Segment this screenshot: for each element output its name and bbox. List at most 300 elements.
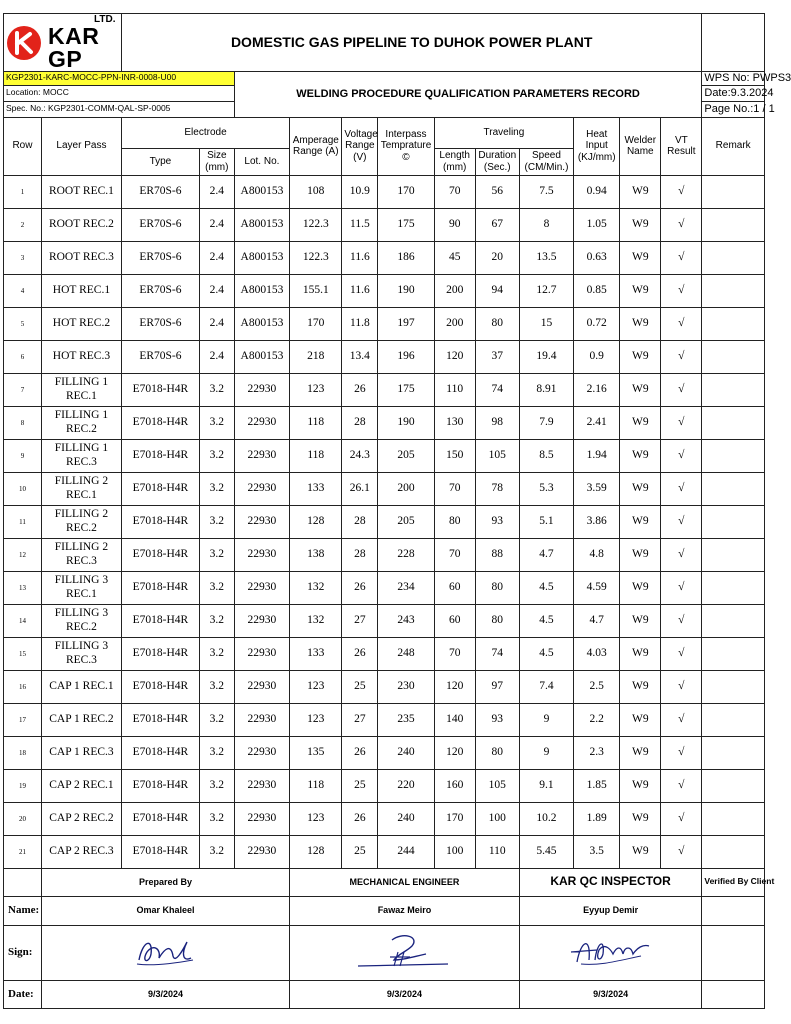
col-vt-result: VT Result — [661, 117, 702, 175]
vt-result: √ — [661, 274, 702, 307]
electrode-type: E7018-H4R — [121, 604, 199, 637]
travel-length: 150 — [434, 439, 475, 472]
voltage: 11.5 — [342, 208, 378, 241]
electrode-size: 2.4 — [199, 241, 234, 274]
row-number: 12 — [4, 538, 42, 571]
verified-date — [702, 980, 765, 1008]
welder-name: W9 — [620, 406, 661, 439]
heat-input: 1.94 — [574, 439, 620, 472]
table-row — [4, 802, 765, 835]
remark — [702, 703, 765, 736]
welder-name: W9 — [620, 604, 661, 637]
heat-input: 4.59 — [574, 571, 620, 604]
welder-name: W9 — [620, 373, 661, 406]
signature-2-cell — [290, 925, 520, 980]
lot-number: A800153 — [234, 208, 289, 241]
welder-name: W9 — [620, 505, 661, 538]
row-number: 15 — [4, 637, 42, 670]
layer-pass: FILLING 1 REC.1 — [41, 373, 121, 406]
electrode-type: ER70S-6 — [121, 208, 199, 241]
row-number: 4 — [4, 274, 42, 307]
travel-length: 140 — [434, 703, 475, 736]
voltage: 26 — [342, 373, 378, 406]
electrode-type: E7018-H4R — [121, 505, 199, 538]
electrode-size: 2.4 — [199, 175, 234, 208]
electrode-size: 3.2 — [199, 736, 234, 769]
row-number: 7 — [4, 373, 42, 406]
col-electrode: Electrode — [121, 117, 289, 148]
vt-result: √ — [661, 769, 702, 802]
vt-result: √ — [661, 736, 702, 769]
vt-result: √ — [661, 604, 702, 637]
row-number: 17 — [4, 703, 42, 736]
layer-pass: FILLING 3 REC.3 — [41, 637, 121, 670]
location: Location: MOCC — [4, 85, 235, 101]
electrode-size: 3.2 — [199, 802, 234, 835]
vt-result: √ — [661, 340, 702, 373]
travel-length: 70 — [434, 472, 475, 505]
interpass-temp: 196 — [378, 340, 434, 373]
layer-pass: FILLING 1 REC.2 — [41, 406, 121, 439]
mech-engineer-label: MECHANICAL ENGINEER — [290, 868, 520, 896]
table-row — [4, 208, 765, 241]
table-row — [4, 736, 765, 769]
layer-pass: FILLING 3 REC.1 — [41, 571, 121, 604]
welder-name: W9 — [620, 703, 661, 736]
mech-engineer-date: 9/3/2024 — [290, 980, 520, 1008]
lot-number: 22930 — [234, 439, 289, 472]
lot-number: A800153 — [234, 241, 289, 274]
travel-length: 170 — [434, 802, 475, 835]
travel-speed: 8.5 — [519, 439, 573, 472]
col-lot: Lot. No. — [234, 148, 289, 175]
welder-name: W9 — [620, 769, 661, 802]
vt-result: √ — [661, 802, 702, 835]
voltage: 28 — [342, 538, 378, 571]
travel-speed: 4.5 — [519, 604, 573, 637]
layer-pass: FILLING 1 REC.3 — [41, 439, 121, 472]
heat-input: 4.7 — [574, 604, 620, 637]
lot-number: 22930 — [234, 505, 289, 538]
table-row — [4, 769, 765, 802]
heat-input: 1.85 — [574, 769, 620, 802]
electrode-size: 3.2 — [199, 769, 234, 802]
electrode-size: 3.2 — [199, 835, 234, 868]
travel-duration: 56 — [475, 175, 519, 208]
travel-duration: 80 — [475, 307, 519, 340]
electrode-type: E7018-H4R — [121, 703, 199, 736]
travel-length: 70 — [434, 538, 475, 571]
welder-name: W9 — [620, 274, 661, 307]
remark — [702, 208, 765, 241]
row-number: 18 — [4, 736, 42, 769]
prepared-by-label: Prepared By — [41, 868, 289, 896]
travel-duration: 78 — [475, 472, 519, 505]
travel-length: 110 — [434, 373, 475, 406]
lot-number: 22930 — [234, 736, 289, 769]
wpq-record-sheet — [3, 13, 791, 1009]
amperage: 123 — [290, 703, 342, 736]
layer-pass: FILLING 3 REC.2 — [41, 604, 121, 637]
voltage: 28 — [342, 505, 378, 538]
travel-duration: 110 — [475, 835, 519, 868]
date-label: Date: — [4, 980, 42, 1008]
col-speed: Speed (CM/Min.) — [519, 148, 573, 175]
layer-pass: ROOT REC.3 — [41, 241, 121, 274]
lot-number: 22930 — [234, 538, 289, 571]
welder-name: W9 — [620, 241, 661, 274]
electrode-type: E7018-H4R — [121, 373, 199, 406]
interpass-temp: 205 — [378, 505, 434, 538]
travel-duration: 20 — [475, 241, 519, 274]
amperage: 123 — [290, 802, 342, 835]
col-row: Row — [4, 117, 42, 175]
heat-input: 3.86 — [574, 505, 620, 538]
lot-number: A800153 — [234, 175, 289, 208]
electrode-type: ER70S-6 — [121, 175, 199, 208]
travel-speed: 5.1 — [519, 505, 573, 538]
travel-speed: 15 — [519, 307, 573, 340]
travel-duration: 105 — [475, 439, 519, 472]
amperage: 218 — [290, 340, 342, 373]
voltage: 26 — [342, 637, 378, 670]
table-row — [4, 670, 765, 703]
vt-result: √ — [661, 670, 702, 703]
signature-2 — [354, 930, 454, 970]
voltage: 24.3 — [342, 439, 378, 472]
vt-result: √ — [661, 505, 702, 538]
vt-result: √ — [661, 208, 702, 241]
voltage: 26.1 — [342, 472, 378, 505]
prepared-by-name: Omar Khaleel — [41, 896, 289, 925]
company-name: KAR GP — [48, 22, 100, 72]
travel-length: 70 — [434, 637, 475, 670]
interpass-temp: 243 — [378, 604, 434, 637]
travel-speed: 8.91 — [519, 373, 573, 406]
col-traveling: Traveling — [434, 117, 573, 148]
travel-length: 120 — [434, 340, 475, 373]
col-size: Size (mm) — [199, 148, 234, 175]
lot-number: 22930 — [234, 835, 289, 868]
heat-input: 1.89 — [574, 802, 620, 835]
electrode-type: E7018-H4R — [121, 472, 199, 505]
wps-number: WPS No: PWPS3 — [702, 72, 765, 86]
layer-pass: HOT REC.1 — [41, 274, 121, 307]
row-number: 14 — [4, 604, 42, 637]
vt-result: √ — [661, 439, 702, 472]
layer-pass: HOT REC.3 — [41, 340, 121, 373]
col-duration: Duration (Sec.) — [475, 148, 519, 175]
remark — [702, 406, 765, 439]
heat-input: 4.03 — [574, 637, 620, 670]
interpass-temp: 240 — [378, 802, 434, 835]
travel-speed: 10.2 — [519, 802, 573, 835]
heat-input: 2.16 — [574, 373, 620, 406]
interpass-temp: 248 — [378, 637, 434, 670]
electrode-type: ER70S-6 — [121, 241, 199, 274]
travel-length: 200 — [434, 274, 475, 307]
travel-speed: 4.5 — [519, 637, 573, 670]
table-row — [4, 637, 765, 670]
welder-name: W9 — [620, 307, 661, 340]
heat-input: 0.72 — [574, 307, 620, 340]
remark — [702, 472, 765, 505]
lot-number: 22930 — [234, 802, 289, 835]
electrode-size: 3.2 — [199, 406, 234, 439]
travel-length: 70 — [434, 175, 475, 208]
amperage: 128 — [290, 835, 342, 868]
page-number: Page No.:1 / 1 — [702, 101, 765, 117]
remark — [702, 340, 765, 373]
remark — [702, 175, 765, 208]
remark — [702, 274, 765, 307]
row-number: 1 — [4, 175, 42, 208]
electrode-size: 3.2 — [199, 373, 234, 406]
travel-length: 130 — [434, 406, 475, 439]
lot-number: A800153 — [234, 340, 289, 373]
vt-result: √ — [661, 637, 702, 670]
table-row — [4, 373, 765, 406]
company-suffix: LTD. — [94, 13, 116, 25]
vt-result: √ — [661, 241, 702, 274]
travel-speed: 5.3 — [519, 472, 573, 505]
electrode-size: 3.2 — [199, 604, 234, 637]
row-number: 6 — [4, 340, 42, 373]
electrode-size: 3.2 — [199, 538, 234, 571]
row-number: 20 — [4, 802, 42, 835]
lot-number: 22930 — [234, 406, 289, 439]
travel-length: 120 — [434, 736, 475, 769]
amperage: 118 — [290, 439, 342, 472]
travel-duration: 98 — [475, 406, 519, 439]
heat-input: 2.5 — [574, 670, 620, 703]
travel-duration: 80 — [475, 571, 519, 604]
electrode-size: 2.4 — [199, 340, 234, 373]
layer-pass: FILLING 2 REC.1 — [41, 472, 121, 505]
heat-input: 4.8 — [574, 538, 620, 571]
heat-input: 0.94 — [574, 175, 620, 208]
heat-input: 3.5 — [574, 835, 620, 868]
layer-pass: CAP 1 REC.2 — [41, 703, 121, 736]
electrode-type: ER70S-6 — [121, 340, 199, 373]
interpass-temp: 234 — [378, 571, 434, 604]
interpass-temp: 175 — [378, 373, 434, 406]
travel-speed: 7.4 — [519, 670, 573, 703]
verified-sign — [702, 925, 765, 980]
amperage: 108 — [290, 175, 342, 208]
heat-input: 1.05 — [574, 208, 620, 241]
table-row — [4, 439, 765, 472]
interpass-temp: 170 — [378, 175, 434, 208]
travel-speed: 13.5 — [519, 241, 573, 274]
row-number: 9 — [4, 439, 42, 472]
voltage: 13.4 — [342, 340, 378, 373]
table-row — [4, 604, 765, 637]
travel-length: 80 — [434, 505, 475, 538]
lot-number: A800153 — [234, 307, 289, 340]
lot-number: 22930 — [234, 604, 289, 637]
verified-by-label: Verified By Client — [702, 868, 765, 896]
qc-inspector-date: 9/3/2024 — [519, 980, 702, 1008]
heat-input: 0.63 — [574, 241, 620, 274]
col-interpass: Interpass Temprature © — [378, 117, 434, 175]
lot-number: 22930 — [234, 472, 289, 505]
travel-duration: 80 — [475, 604, 519, 637]
interpass-temp: 205 — [378, 439, 434, 472]
qc-inspector-name: Eyyup Demir — [519, 896, 702, 925]
col-remark: Remark — [702, 117, 765, 175]
travel-duration: 80 — [475, 736, 519, 769]
row-number: 16 — [4, 670, 42, 703]
table-row — [4, 835, 765, 868]
vt-result: √ — [661, 472, 702, 505]
signature-3 — [561, 930, 661, 970]
travel-speed: 5.45 — [519, 835, 573, 868]
interpass-temp: 220 — [378, 769, 434, 802]
lot-number: 22930 — [234, 637, 289, 670]
remark — [702, 439, 765, 472]
interpass-temp: 228 — [378, 538, 434, 571]
heat-input: 3.59 — [574, 472, 620, 505]
layer-pass: FILLING 2 REC.2 — [41, 505, 121, 538]
spec-number: Spec. No.: KGP2301-COMM-QAL-SP-0005 — [4, 101, 235, 117]
row-number: 2 — [4, 208, 42, 241]
lot-number: 22930 — [234, 373, 289, 406]
remark — [702, 307, 765, 340]
signature-3-cell — [519, 925, 702, 980]
voltage: 11.6 — [342, 241, 378, 274]
vt-result: √ — [661, 373, 702, 406]
interpass-temp: 190 — [378, 406, 434, 439]
amperage: 118 — [290, 406, 342, 439]
amperage: 170 — [290, 307, 342, 340]
row-number: 11 — [4, 505, 42, 538]
interpass-temp: 190 — [378, 274, 434, 307]
amperage: 122.3 — [290, 208, 342, 241]
travel-length: 100 — [434, 835, 475, 868]
travel-speed: 9 — [519, 736, 573, 769]
travel-duration: 37 — [475, 340, 519, 373]
electrode-type: ER70S-6 — [121, 274, 199, 307]
layer-pass: CAP 2 REC.3 — [41, 835, 121, 868]
table-row — [4, 538, 765, 571]
voltage: 25 — [342, 835, 378, 868]
col-amperage: Amperage Range (A) — [290, 117, 342, 175]
electrode-size: 3.2 — [199, 472, 234, 505]
lot-number: 22930 — [234, 769, 289, 802]
travel-duration: 97 — [475, 670, 519, 703]
welder-name: W9 — [620, 175, 661, 208]
welder-name: W9 — [620, 802, 661, 835]
heat-input: 0.9 — [574, 340, 620, 373]
electrode-size: 3.2 — [199, 670, 234, 703]
vt-result: √ — [661, 571, 702, 604]
electrode-size: 2.4 — [199, 274, 234, 307]
kar-logo-icon — [6, 25, 42, 61]
remark — [702, 571, 765, 604]
electrode-type: E7018-H4R — [121, 769, 199, 802]
voltage: 26 — [342, 571, 378, 604]
row-number: 19 — [4, 769, 42, 802]
voltage: 26 — [342, 802, 378, 835]
electrode-type: E7018-H4R — [121, 670, 199, 703]
layer-pass: CAP 2 REC.1 — [41, 769, 121, 802]
travel-duration: 74 — [475, 637, 519, 670]
travel-length: 90 — [434, 208, 475, 241]
table-row — [4, 340, 765, 373]
row-number: 13 — [4, 571, 42, 604]
remark — [702, 802, 765, 835]
electrode-type: E7018-H4R — [121, 571, 199, 604]
electrode-size: 2.4 — [199, 208, 234, 241]
logo-cell — [4, 14, 122, 72]
interpass-temp: 235 — [378, 703, 434, 736]
amperage: 123 — [290, 373, 342, 406]
travel-speed: 9.1 — [519, 769, 573, 802]
remark — [702, 373, 765, 406]
table-row — [4, 703, 765, 736]
voltage: 25 — [342, 769, 378, 802]
table-row — [4, 472, 765, 505]
travel-length: 45 — [434, 241, 475, 274]
signature-1-cell — [41, 925, 289, 980]
travel-duration: 67 — [475, 208, 519, 241]
voltage: 28 — [342, 406, 378, 439]
welder-name: W9 — [620, 439, 661, 472]
travel-speed: 12.7 — [519, 274, 573, 307]
welder-name: W9 — [620, 571, 661, 604]
interpass-temp: 175 — [378, 208, 434, 241]
welder-name: W9 — [620, 208, 661, 241]
table-row — [4, 406, 765, 439]
layer-pass: FILLING 2 REC.3 — [41, 538, 121, 571]
amperage: 123 — [290, 670, 342, 703]
travel-duration: 100 — [475, 802, 519, 835]
electrode-size: 3.2 — [199, 703, 234, 736]
row-number: 5 — [4, 307, 42, 340]
name-label: Name: — [4, 896, 42, 925]
row-number: 10 — [4, 472, 42, 505]
col-length: Length (mm) — [434, 148, 475, 175]
interpass-temp: 230 — [378, 670, 434, 703]
table-row — [4, 571, 765, 604]
travel-duration: 93 — [475, 505, 519, 538]
remark — [702, 670, 765, 703]
layer-pass: CAP 1 REC.1 — [41, 670, 121, 703]
electrode-type: E7018-H4R — [121, 406, 199, 439]
electrode-type: ER70S-6 — [121, 307, 199, 340]
voltage: 11.8 — [342, 307, 378, 340]
amperage: 138 — [290, 538, 342, 571]
qc-inspector-label: KAR QC INSPECTOR — [519, 868, 702, 896]
electrode-type: E7018-H4R — [121, 439, 199, 472]
travel-duration: 105 — [475, 769, 519, 802]
voltage: 26 — [342, 736, 378, 769]
mech-engineer-name: Fawaz Meiro — [290, 896, 520, 925]
amperage: 133 — [290, 472, 342, 505]
travel-length: 120 — [434, 670, 475, 703]
travel-length: 160 — [434, 769, 475, 802]
layer-pass: ROOT REC.2 — [41, 208, 121, 241]
interpass-temp: 197 — [378, 307, 434, 340]
interpass-temp: 240 — [378, 736, 434, 769]
row-number: 3 — [4, 241, 42, 274]
travel-speed: 9 — [519, 703, 573, 736]
electrode-type: E7018-H4R — [121, 802, 199, 835]
welder-name: W9 — [620, 472, 661, 505]
interpass-temp: 244 — [378, 835, 434, 868]
layer-pass: CAP 2 REC.2 — [41, 802, 121, 835]
